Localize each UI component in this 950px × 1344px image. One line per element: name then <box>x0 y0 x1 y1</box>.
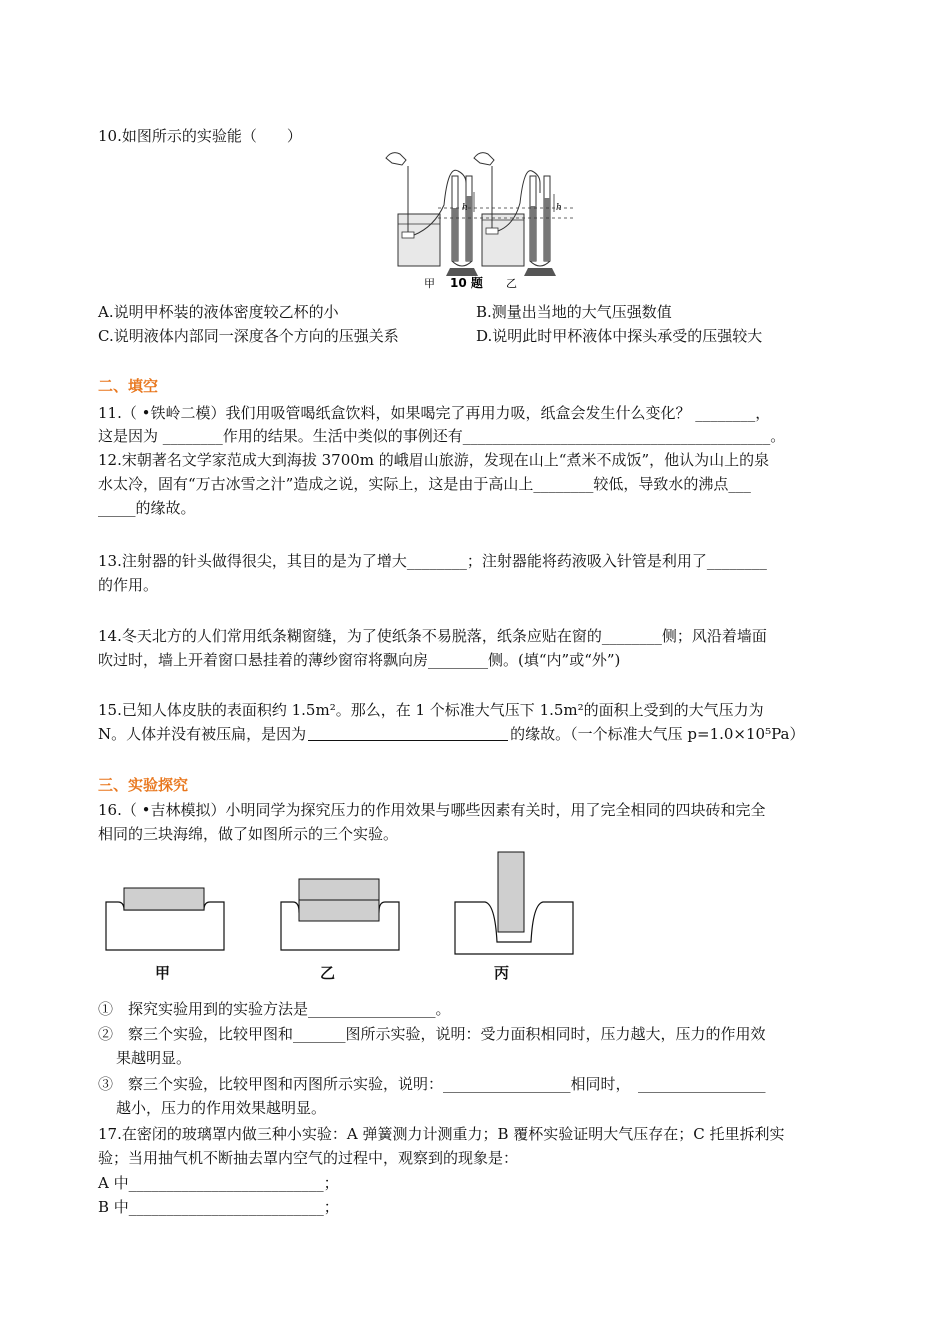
fig-h-right: h <box>556 203 562 213</box>
q16-figure-jia <box>104 884 226 954</box>
q10-stem: 10.如图所示的实验能（ ） <box>98 127 302 145</box>
q16-figure-yi <box>279 877 401 954</box>
q13-line1: 13.注射器的针头做得很尖，其目的是为了增大________；注射器能将药液吸入针管是利用了________ <box>98 552 767 570</box>
fig-label-title: 10 题 <box>450 276 483 290</box>
fig-label-yi: 乙 <box>506 277 517 290</box>
q10-figure <box>378 146 578 291</box>
q10-option-c: C.说明液体内部同一深度各个方向的压强关系 <box>98 327 399 345</box>
q17-line2: 验；当用抽气机不断抽去罩内空气的过程中，观察到的现象是： <box>98 1149 519 1167</box>
q16-item1: ① 探究实验用到的实验方法是_________________。 <box>98 1000 451 1018</box>
q14-line2: 吹过时，墙上开着窗口悬挂着的薄纱窗帘将飘向房________侧。(填“内”或“外”) <box>98 651 621 669</box>
q15-answer-blank <box>308 725 508 741</box>
fig-h-left: h <box>462 203 468 213</box>
q16-item3-line2: 越小，压力的作用效果越明显。 <box>116 1099 327 1117</box>
q16-line2: 相同的三块海绵，做了如图所示的三个实验。 <box>98 825 399 843</box>
q17-line1: 17.在密闭的玻璃罩内做三种小实验：A 弹簧测力计测重力；B 覆杯实验证明大气压存在；C 托里拆利实 <box>98 1125 785 1143</box>
section-experiment-title: 三、实验探究 <box>98 776 189 794</box>
q15-line2-start: N。人体并没有被压扁，是因为 <box>98 725 307 743</box>
q17-answer-b: B 中__________________________； <box>98 1198 339 1216</box>
q12-line1: 12.宋朝著名文学家范成大到海拔 3700m 的峨眉山旅游，发现在山上“煮米不成饭”，他认为山上的泉 <box>98 451 770 469</box>
q10-option-a: A.说明甲杯装的液体密度较乙杯的小 <box>98 303 339 321</box>
q10-option-b: B.测量出当地的大气压强数值 <box>476 303 672 321</box>
q16-figure-bing <box>453 850 575 954</box>
q16-item2-line2: 果越明显。 <box>116 1049 192 1067</box>
q17-answer-a: A 中__________________________； <box>98 1174 339 1192</box>
q15-line2-end: 的缘故。（一个标准大气压 p=1.0×10⁵Pa） <box>510 725 805 743</box>
q11-line1: 11.（ •铁岭二模）我们用吸管喝纸盒饮料，如果喝完了再用力吸，纸盒会发生什么变化？ ________， <box>98 404 771 422</box>
q15-line1: 15.已知人体皮肤的表面积约 1.5m²。那么，在 1 个标准大气压下 1.5m²的面积上受到的大气压力为 <box>98 701 764 719</box>
q12-line3: _____的缘故。 <box>98 499 196 517</box>
q11-line2: 这是因为 ________作用的结果。生活中类似的事例还有_________________________________________。 <box>98 427 786 445</box>
q15-line2 <box>98 724 804 744</box>
q10-option-d: D.说明此时甲杯液体中探头承受的压强较大 <box>476 327 763 345</box>
q16-label-jia: 甲 <box>155 964 171 982</box>
q16-label-bing: 丙 <box>494 964 510 982</box>
q16-label-yi: 乙 <box>320 964 336 982</box>
section-fill-in-title: 二、填空 <box>98 377 159 395</box>
q12-line2: 水太冷，固有“万古冰雪之汁”造成之说，实际上，这是由于高山上________较低，导致水的沸点___ <box>98 475 751 493</box>
fig-label-jia: 甲 <box>424 277 435 290</box>
q13-line2: 的作用。 <box>98 576 159 594</box>
q16-item3-line1: ③ 察三个实验，比较甲图和丙图所示实验，说明：_________________相同时， _________________ <box>98 1075 766 1093</box>
q16-item2-line1: ② 察三个实验，比较甲图和_______图所示实验，说明：受力面积相同时，压力越大，压力的作用效 <box>98 1025 766 1043</box>
q16-line1: 16.（ •吉林模拟）小明同学为探究压力的作用效果与哪些因素有关时，用了完全相同的四块砖和完全 <box>98 801 766 819</box>
q14-line1: 14.冬天北方的人们常用纸条糊窗缝，为了使纸条不易脱落，纸条应贴在窗的________侧；风沿着墙面 <box>98 627 767 645</box>
